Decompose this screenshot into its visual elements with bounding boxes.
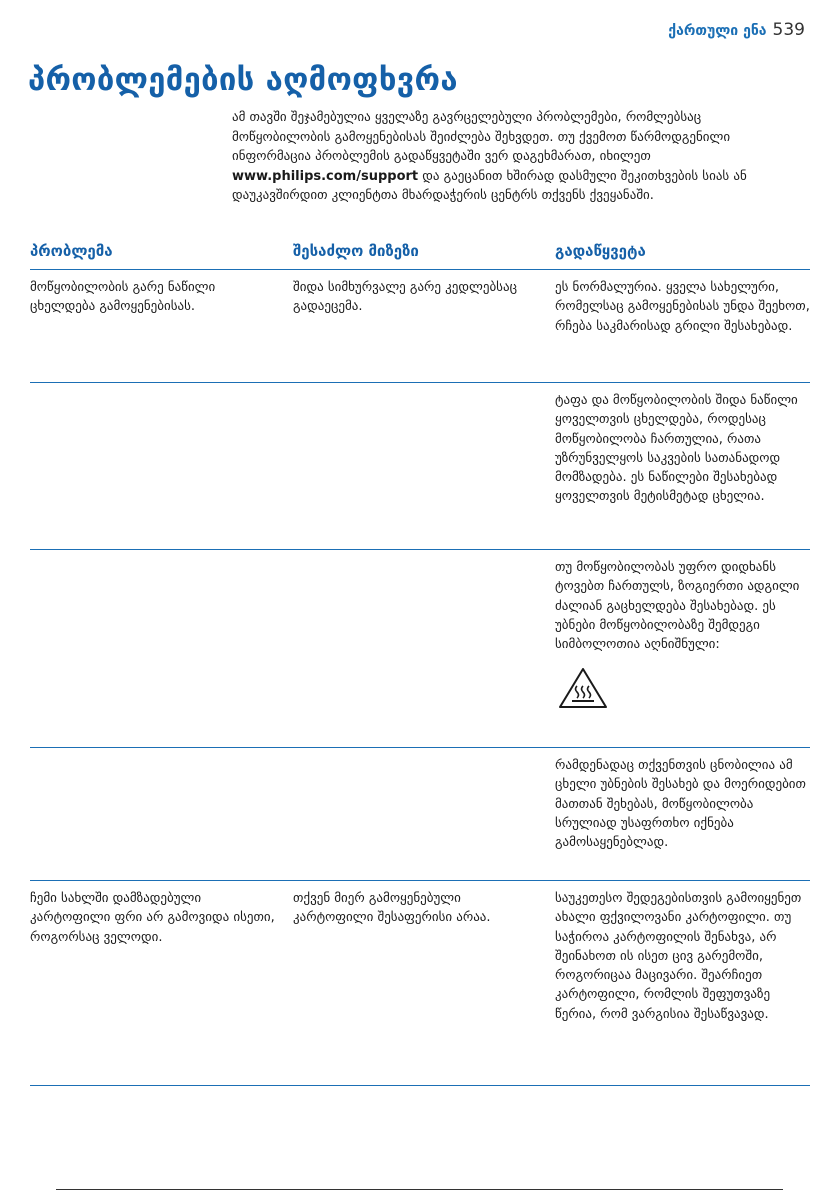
intro-paragraph — [232, 108, 802, 206]
solution-cell: თუ მოწყობილობას უფრო დიდხანს ტოვებთ ჩართულს, ზოგიერთი ადგილი ძალიან გაცხელდება შესახებად. ეს უბნები მოწყობილობაზე შემდეგი სიმბოლოთია აღნიშნული: — [555, 560, 800, 653]
table-row — [30, 748, 810, 881]
cause-cell — [293, 558, 555, 747]
solution-cell: რამდენადაც თქვენთვის ცნობილია ამ ცხელი უბნების შესახებ და მოერიდებით მათთან შეხებას, მოწყობილობა სრულიად უსაფრთხო იქნება გამოსაყენებლად. — [555, 758, 806, 851]
page-number: 539 — [772, 20, 805, 40]
cause-cell: შიდა სიმხურვალე გარე კედლებსაც გადაეცემა. — [293, 280, 517, 315]
language-label: ქართული ენა — [668, 23, 767, 39]
intro-text-after: და გაეცანით ხშირად დასმული შეკითხვების სიას ან დაუკავშირდით კლიენტთა მხარდაჭერის ცენტრს თქვენს ქვეყანაში. — [232, 168, 747, 204]
cause-cell: თქვენ მიერ გამოყენებული კარტოფილი შესაფერისი არაა. — [293, 891, 491, 926]
table-row — [30, 881, 810, 1086]
table-header — [30, 232, 810, 270]
solution-cell: საუკეთესო შედეგებისთვის გამოიყენეთ ახალი ფქვილოვანი კარტოფილი. თუ საჭიროა კარტოფილის შენახვა, არ შეინახოთ ის ისეთ ცივ გარემოში, როგორიცაა მაცივარი. შეარჩიეთ კარტოფილი, რომლის შეფუთვაზე წერია, რომ ვარგისია შესაწვავად. — [555, 891, 802, 1022]
support-link[interactable]: www.philips.com/support — [232, 168, 419, 184]
solution-cell: ტაფა და მოწყობილობის შიდა ნაწილი ყოველთვის ცხელდება, როდესაც მოწყობილობა ჩართულია, რათა უზრუნველყოს საკვების სათანადოდ მომზადება. ეს ნაწილები შესახებად ყოველთვის მეტისმეტად ცხელია. — [555, 393, 798, 505]
table-row — [30, 550, 810, 748]
cause-cell — [293, 391, 555, 549]
solution-cell: ეს ნორმალურია. ყველა სახელური, რომელსაც გამოყენებისას უნდა შეეხოთ, რჩება საკმარისად გრილი შესახებად. — [555, 280, 810, 334]
solution-cell-with-icon — [555, 558, 810, 747]
header-problem: პრობლემა — [30, 241, 113, 260]
header-solution: გადაწყვეტა — [555, 241, 646, 260]
table-row — [30, 270, 810, 383]
header-cause: შესაძლო მიზეზი — [293, 241, 419, 260]
problem-cell — [30, 756, 293, 880]
hot-surface-warning-icon — [557, 666, 810, 716]
table-row — [30, 383, 810, 550]
problem-cell — [30, 558, 293, 747]
cause-cell — [293, 756, 555, 880]
troubleshooting-table — [30, 232, 810, 1086]
intro-text-before: ამ თავში შეჯამებულია ყველაზე გავრცელებული პრობლემები, რომლებსაც მოწყობილობის გამოყენებისას შეიძლება შეხვდეთ. თუ ქვემოთ წარმოდგენილი ინფორმაცია პრობლემის გადაწყვეტაში ვერ დაგეხმარათ, იხილეთ — [232, 110, 731, 165]
problem-cell: ჩემი სახლში დამზადებული კარტოფილი ფრი არ გამოვიდა ისეთი, როგორსაც ველოდი. — [30, 891, 275, 945]
page-header — [668, 20, 805, 40]
problem-cell — [30, 391, 293, 549]
footer-divider — [56, 1189, 783, 1190]
page-title: პრობლემების აღმოფხვრა — [28, 62, 458, 98]
problem-cell: მოწყობილობის გარე ნაწილი ცხელდება გამოყენებისას. — [30, 280, 216, 315]
